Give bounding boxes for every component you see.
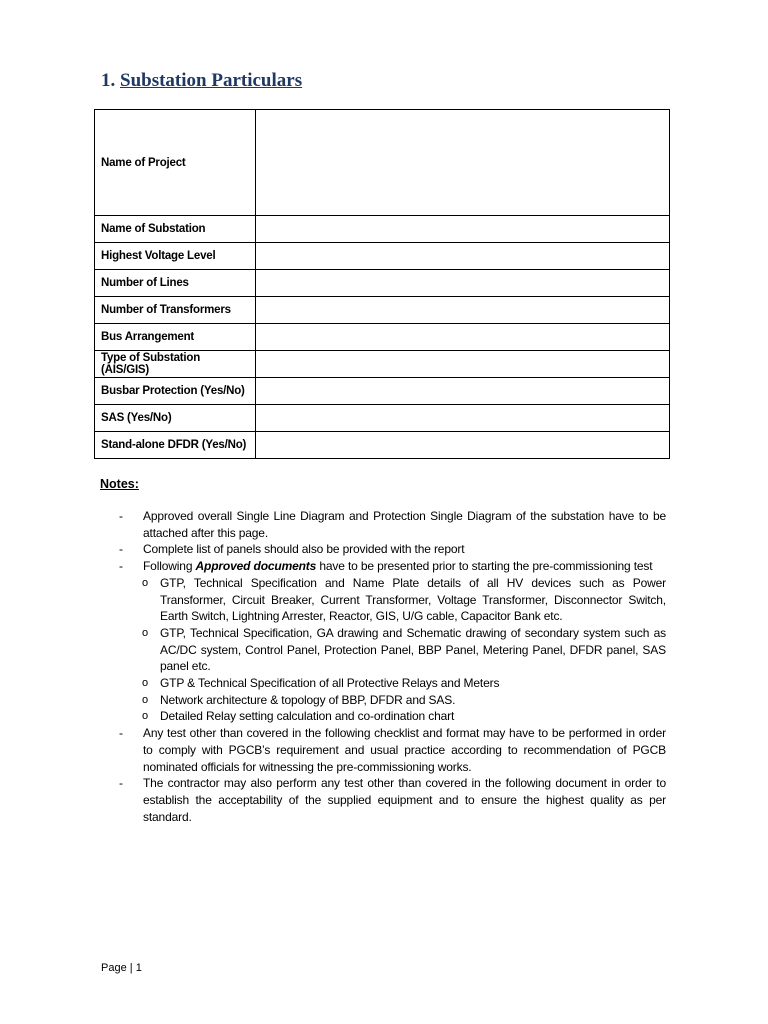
dash-marker: - <box>119 776 123 791</box>
row-label: Highest Voltage Level <box>95 243 256 270</box>
page-separator: | <box>129 962 133 974</box>
sub-list-item <box>118 625 666 675</box>
sub-list-item <box>118 692 666 709</box>
list-item <box>118 541 666 558</box>
row-value[interactable] <box>256 216 670 243</box>
table-row <box>95 216 670 243</box>
row-value[interactable] <box>256 324 670 351</box>
note-text: Complete list of panels should also be provided with the report <box>143 542 465 557</box>
note-text-post: have to be presented prior to starting the pre-commissioning test <box>316 559 653 574</box>
bullet-marker: o <box>142 710 148 723</box>
page-label: Page <box>101 962 127 974</box>
bullet-marker: o <box>142 677 148 690</box>
table-row <box>95 378 670 405</box>
dash-marker: - <box>119 726 123 741</box>
note-text: Approved overall Single Line Diagram and Protection Single Diagram of the substation have to be attached after this page. <box>143 509 666 540</box>
section-number: 1. <box>101 70 116 91</box>
table-row <box>95 351 670 378</box>
note-text-pre: Following <box>143 559 196 574</box>
sub-note-text: Detailed Relay setting calculation and co-ordination chart <box>160 709 455 724</box>
notes-list <box>118 508 666 825</box>
row-value[interactable] <box>256 110 670 216</box>
row-label: SAS (Yes/No) <box>95 405 256 432</box>
table-row <box>95 297 670 324</box>
table-row <box>95 243 670 270</box>
dash-marker: - <box>119 542 123 557</box>
table-row <box>95 405 670 432</box>
table-row <box>95 110 670 216</box>
row-label: Name of Project <box>95 110 256 216</box>
list-item <box>118 558 666 575</box>
row-label: Bus Arrangement <box>95 324 256 351</box>
page-number: 1 <box>135 962 142 974</box>
bullet-marker: o <box>142 576 148 589</box>
note-text: Any test other than covered in the following checklist and format may have to be performed in order to comply with PGCB’s requirement and usual practice according to recommendation of PGCB nominated officials for witnessing the pre-commissioning works. <box>143 726 666 774</box>
list-item <box>118 775 666 825</box>
sub-note-text: GTP, Technical Specification, GA drawing and Schematic drawing of secondary system such as AC/DC system, Control Panel, Protection Panel, BBP Panel, Metering Panel, DFDR panel, SAS panel etc. <box>160 625 666 674</box>
notes-title: Notes: <box>100 477 139 491</box>
sub-list-item <box>118 708 666 725</box>
list-item <box>118 725 666 775</box>
page-footer <box>101 962 142 974</box>
row-value[interactable] <box>256 432 670 459</box>
section-title: Substation Particulars <box>120 70 303 91</box>
row-value[interactable] <box>256 243 670 270</box>
row-label: Busbar Protection (Yes/No) <box>95 378 256 405</box>
table-row <box>95 432 670 459</box>
row-label: Name of Substation <box>95 216 256 243</box>
row-value[interactable] <box>256 270 670 297</box>
sub-list-item <box>118 575 666 625</box>
sub-note-text: GTP, Technical Specification and Name Plate details of all HV devices such as Power Transformer, Circuit Breaker, Current Transformer, Voltage Transformer, Disconnector Switch, Earth Switch, Lightning Arrester, Reactor, GIS, U/G cable, Capacitor Bank etc. <box>160 575 666 624</box>
bullet-marker: o <box>142 693 148 706</box>
section-heading <box>101 70 302 92</box>
row-label: Stand-alone DFDR (Yes/No) <box>95 432 256 459</box>
sub-note-text: Network architecture & topology of BBP, DFDR and SAS. <box>160 692 456 707</box>
list-item <box>118 508 666 541</box>
bullet-marker: o <box>142 626 148 639</box>
row-value[interactable] <box>256 378 670 405</box>
row-value[interactable] <box>256 405 670 432</box>
sub-list-item <box>118 675 666 692</box>
row-value[interactable] <box>256 297 670 324</box>
dash-marker: - <box>119 509 123 523</box>
row-label: Number of Transformers <box>95 297 256 324</box>
sub-note-text: GTP & Technical Specification of all Protective Relays and Meters <box>160 676 500 691</box>
row-label: Number of Lines <box>95 270 256 297</box>
table-row <box>95 324 670 351</box>
row-label: Type of Substation (AIS/GIS) <box>95 351 256 378</box>
approved-documents-emphasis: Approved documents <box>195 559 317 574</box>
substation-particulars-table <box>94 109 670 459</box>
note-text: The contractor may also perform any test other than covered in the following document in order to establish the acceptability of the supplied equipment and to ensure the highest quality as per standard. <box>143 776 666 824</box>
row-value[interactable] <box>256 351 670 378</box>
table-row <box>95 270 670 297</box>
dash-marker: - <box>119 559 123 574</box>
